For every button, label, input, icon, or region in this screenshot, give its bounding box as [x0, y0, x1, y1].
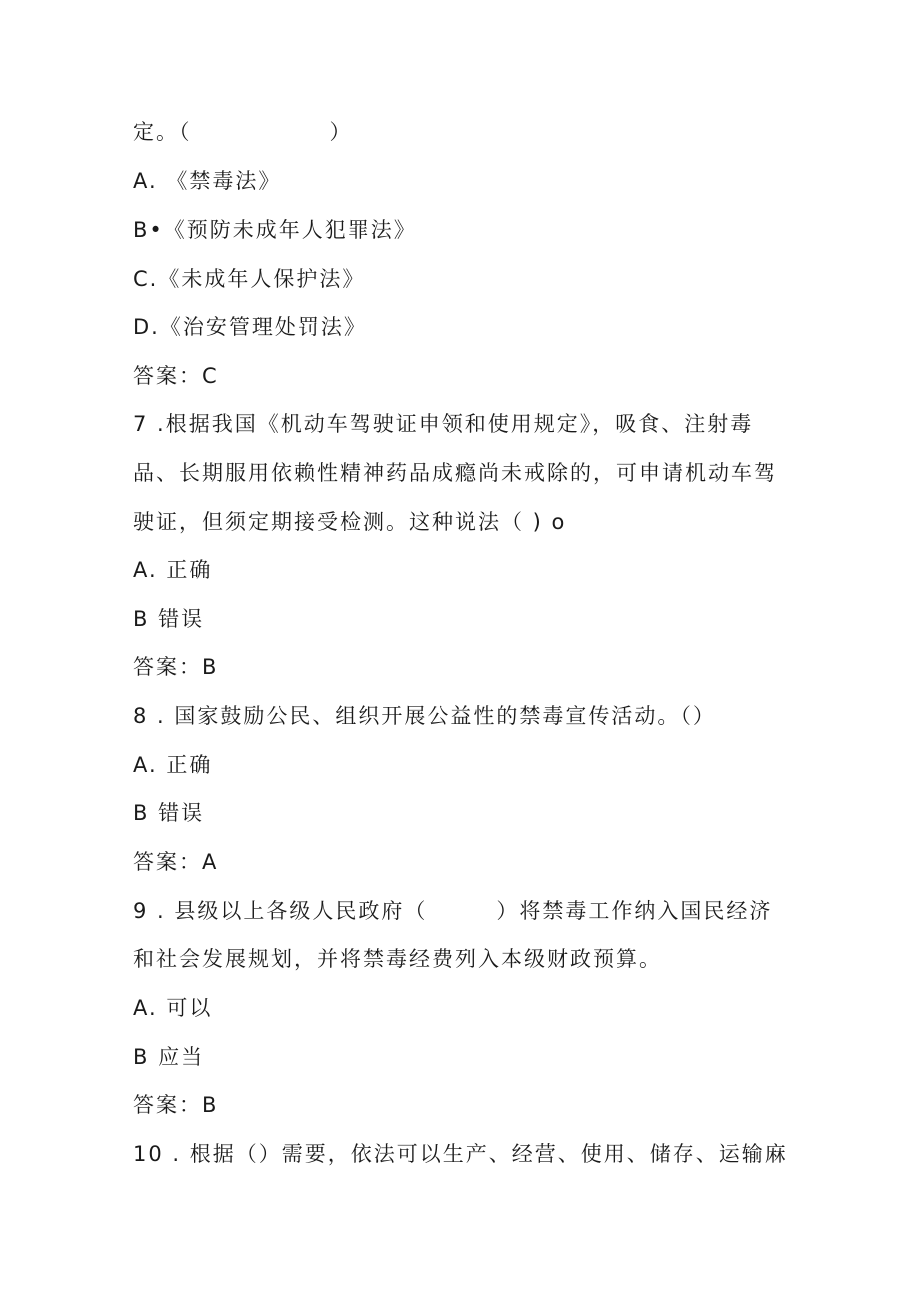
option-a: A. 可以	[133, 996, 213, 1020]
option-a: A. 正确	[133, 558, 213, 582]
question-9-line-1: 9 . 县级以上各级人民政府（ ）将禁毒工作纳入国民经济	[133, 899, 773, 923]
question-10-line-1: 10 . 根据（）需要，依法可以生产、经营、使用、储存、运输麻	[133, 1142, 788, 1166]
question-7-line-3: 驶证，但须定期接受检测。这种说法（ ) o	[133, 510, 567, 534]
question-9-line-2: 和社会发展规划，并将禁毒经费列入本级财政预算。	[133, 947, 662, 971]
option-a: A. 正确	[133, 753, 213, 777]
question-7-line-1: 7 .根据我国《机动车驾驶证申领和使用规定》，吸食、注射毒	[133, 412, 754, 436]
question-6-text-end: 定。（ ）	[133, 120, 353, 144]
option-b: B 错误	[133, 607, 205, 631]
option-b: B•《预防未成年人犯罪法》	[133, 218, 417, 242]
question-8: 8 . 国家鼓励公民、组织开展公益性的禁毒宣传活动。（）	[133, 704, 716, 728]
answer-7: 答案：B	[133, 655, 219, 679]
option-b: B 错误	[133, 801, 205, 825]
question-7-line-2: 品、长期服用依赖性精神药品成瘾尚未戒除的，可申请机动车驾	[133, 461, 777, 485]
option-a: A. 《禁毒法》	[133, 169, 282, 193]
option-d: D.《治安管理处罚法》	[133, 315, 367, 339]
answer-8: 答案：A	[133, 850, 219, 874]
answer-6: 答案：C	[133, 364, 219, 388]
option-c: C.《未成年人保护法》	[133, 267, 366, 291]
answer-9: 答案：B	[133, 1093, 219, 1117]
option-b: B 应当	[133, 1045, 205, 1069]
